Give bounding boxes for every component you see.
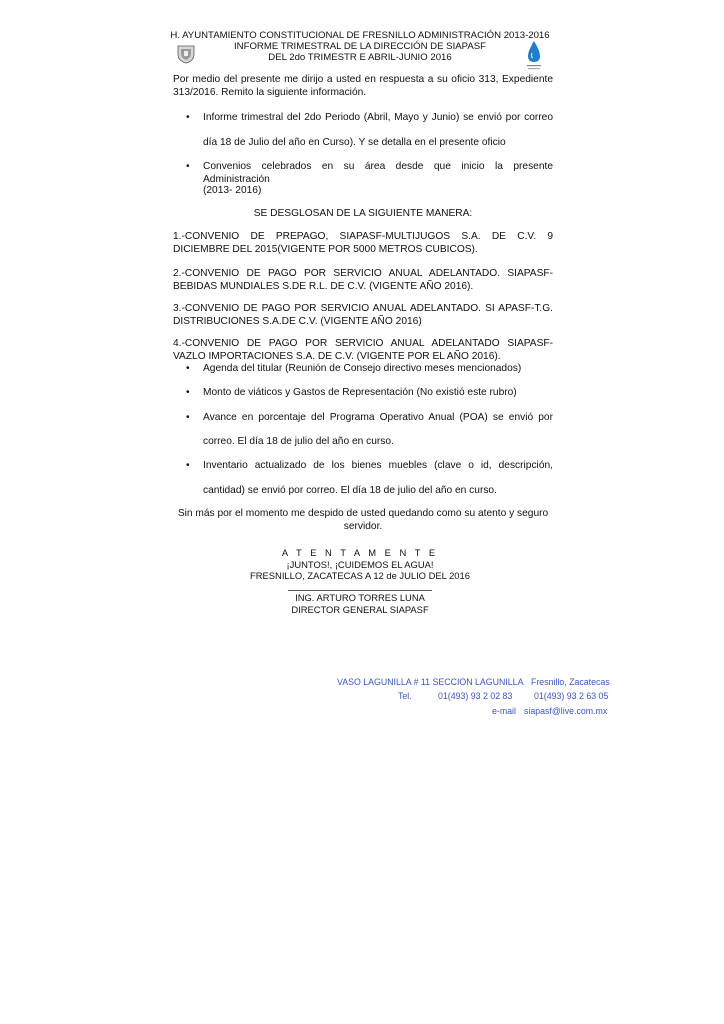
bullet-text: Inventario actualizado de los bienes muebles (clave o id, descripción, [203, 460, 553, 471]
convenio-item [173, 302, 553, 328]
bullet-icon: • [186, 412, 190, 423]
footer-email: siapasf@live.com.mx [524, 706, 608, 716]
intro-line-1: Por medio del presente me dirijo a usted en respuesta a su oficio 313, Expediente [173, 74, 553, 85]
bullet-text: cantidad) se envió por correo. El día 18 de julio del año en curso. [203, 485, 497, 496]
header-line-2: INFORME TRIMESTRAL DE LA DIRECCIÓN DE SIAPASF [234, 41, 486, 52]
bullet-text: Monto de viáticos y Gastos de Representación (No existió este rubro) [203, 387, 517, 398]
bullet-text: Agenda del titular (Reunión de Consejo directivo meses mencionados) [203, 363, 522, 374]
closing-line-1: Sin más por el momento me despido de usted quedando como su atento y seguro [177, 508, 549, 519]
closing-line-2: servidor. [343, 521, 383, 532]
intro-paragraph [173, 73, 553, 99]
bullet-icon: • [186, 161, 190, 172]
place-date-text: FRESNILLO, ZACATECAS A 12 de JULIO DEL 2016 [250, 570, 470, 581]
convenio-line: 4.-CONVENIO DE PAGO POR SERVICIO ANUAL ADELANTADO SIAPASF- [173, 338, 553, 349]
atentamente-label: A T E N T A M E N T E [281, 547, 439, 558]
convenio-line: BEBIDAS MUNDIALES S.DE R.L. DE C.V. (VIGENTE AÑO 2016). [173, 281, 474, 292]
bullet-icon: • [186, 363, 190, 374]
bullet-icon: • [186, 460, 190, 471]
bullet-text: día 18 de Julio del año en Curso). Y se detalla en el presente oficio [203, 137, 506, 148]
bullet-text: correo. El día 18 de julio del año en curso. [203, 436, 394, 447]
bullet-text: Avance en porcentaje del Programa Operativo Anual (POA) se envió por [203, 412, 553, 423]
closing-paragraph [173, 507, 553, 533]
footer-tel-1: 01(493) 93 2 02 83 [438, 691, 513, 701]
section-heading: SE DESGLOSAN DE LA SIGUIENTE MANERA: [253, 208, 473, 219]
signatory-block [230, 592, 490, 615]
signatory-name: ING. ARTURO TORRES LUNA [295, 592, 425, 603]
signature-line [288, 590, 432, 591]
bullet-text: Informe trimestral del 2do Periodo (Abril, Mayo y Junio) se envió por correo [203, 112, 553, 123]
signatory-title: DIRECTOR GENERAL SIAPASF [291, 603, 429, 615]
convenio-line: DICIEMBRE DEL 2015(VIGENTE POR 5000 METROS CUBICOS). [173, 244, 478, 255]
convenio-line: 1.-CONVENIO DE PREPAGO, SIAPASF-MULTIJUGOS S.A. DE C.V. 9 [173, 231, 553, 242]
document-header [160, 30, 560, 63]
signature-block [230, 547, 490, 582]
header-line-1: H. AYUNTAMIENTO CONSTITUCIONAL DE FRESNILLO ADMINISTRACIÓN 2013-2016 [170, 30, 550, 41]
convenio-item [173, 230, 553, 256]
convenio-line: 3.-CONVENIO DE PAGO POR SERVICIO ANUAL ADELANTADO. SI APASF-T.G. [173, 303, 553, 314]
bullet-icon: • [186, 387, 190, 398]
header-line-3: DEL 2do TRIMESTR E ABRIL-JUNIO 2016 [268, 52, 452, 63]
intro-line-2: 313/2016. Remito la siguiente información. [173, 87, 367, 98]
convenio-item [173, 267, 553, 293]
bullet-icon: • [186, 112, 190, 123]
convenio-line: DISTRIBUCIONES S.A.DE C.V. (VIGENTE AÑO 2016) [173, 316, 422, 327]
convenio-line: 2.-CONVENIO DE PAGO POR SERVICIO ANUAL ADELANTADO. SIAPASF- [173, 268, 553, 279]
footer-tel-2: 01(493) 93 2 63 05 [534, 691, 609, 701]
bullet-text: (2013- 2016) [203, 185, 262, 196]
footer-city: Fresnillo, Zacatecas [531, 677, 610, 687]
motto-text: ¡JUNTOS!, ¡CUIDEMOS EL AGUA! [286, 558, 434, 570]
footer-address: VASO LAGUNILLA # 11 SECCION LAGUNILLA [337, 677, 524, 687]
footer-tel-label: Tel. [398, 691, 412, 701]
convenio-line: VAZLO IMPORTACIONES S.A. DE C.V. (VIGENTE POR EL AÑO 2016). [173, 351, 501, 362]
footer-email-label: e-mail [492, 706, 516, 716]
bullet-text: Convenios celebrados en su área desde que inicio la presente Administración [203, 161, 553, 185]
convenio-item [173, 337, 553, 363]
